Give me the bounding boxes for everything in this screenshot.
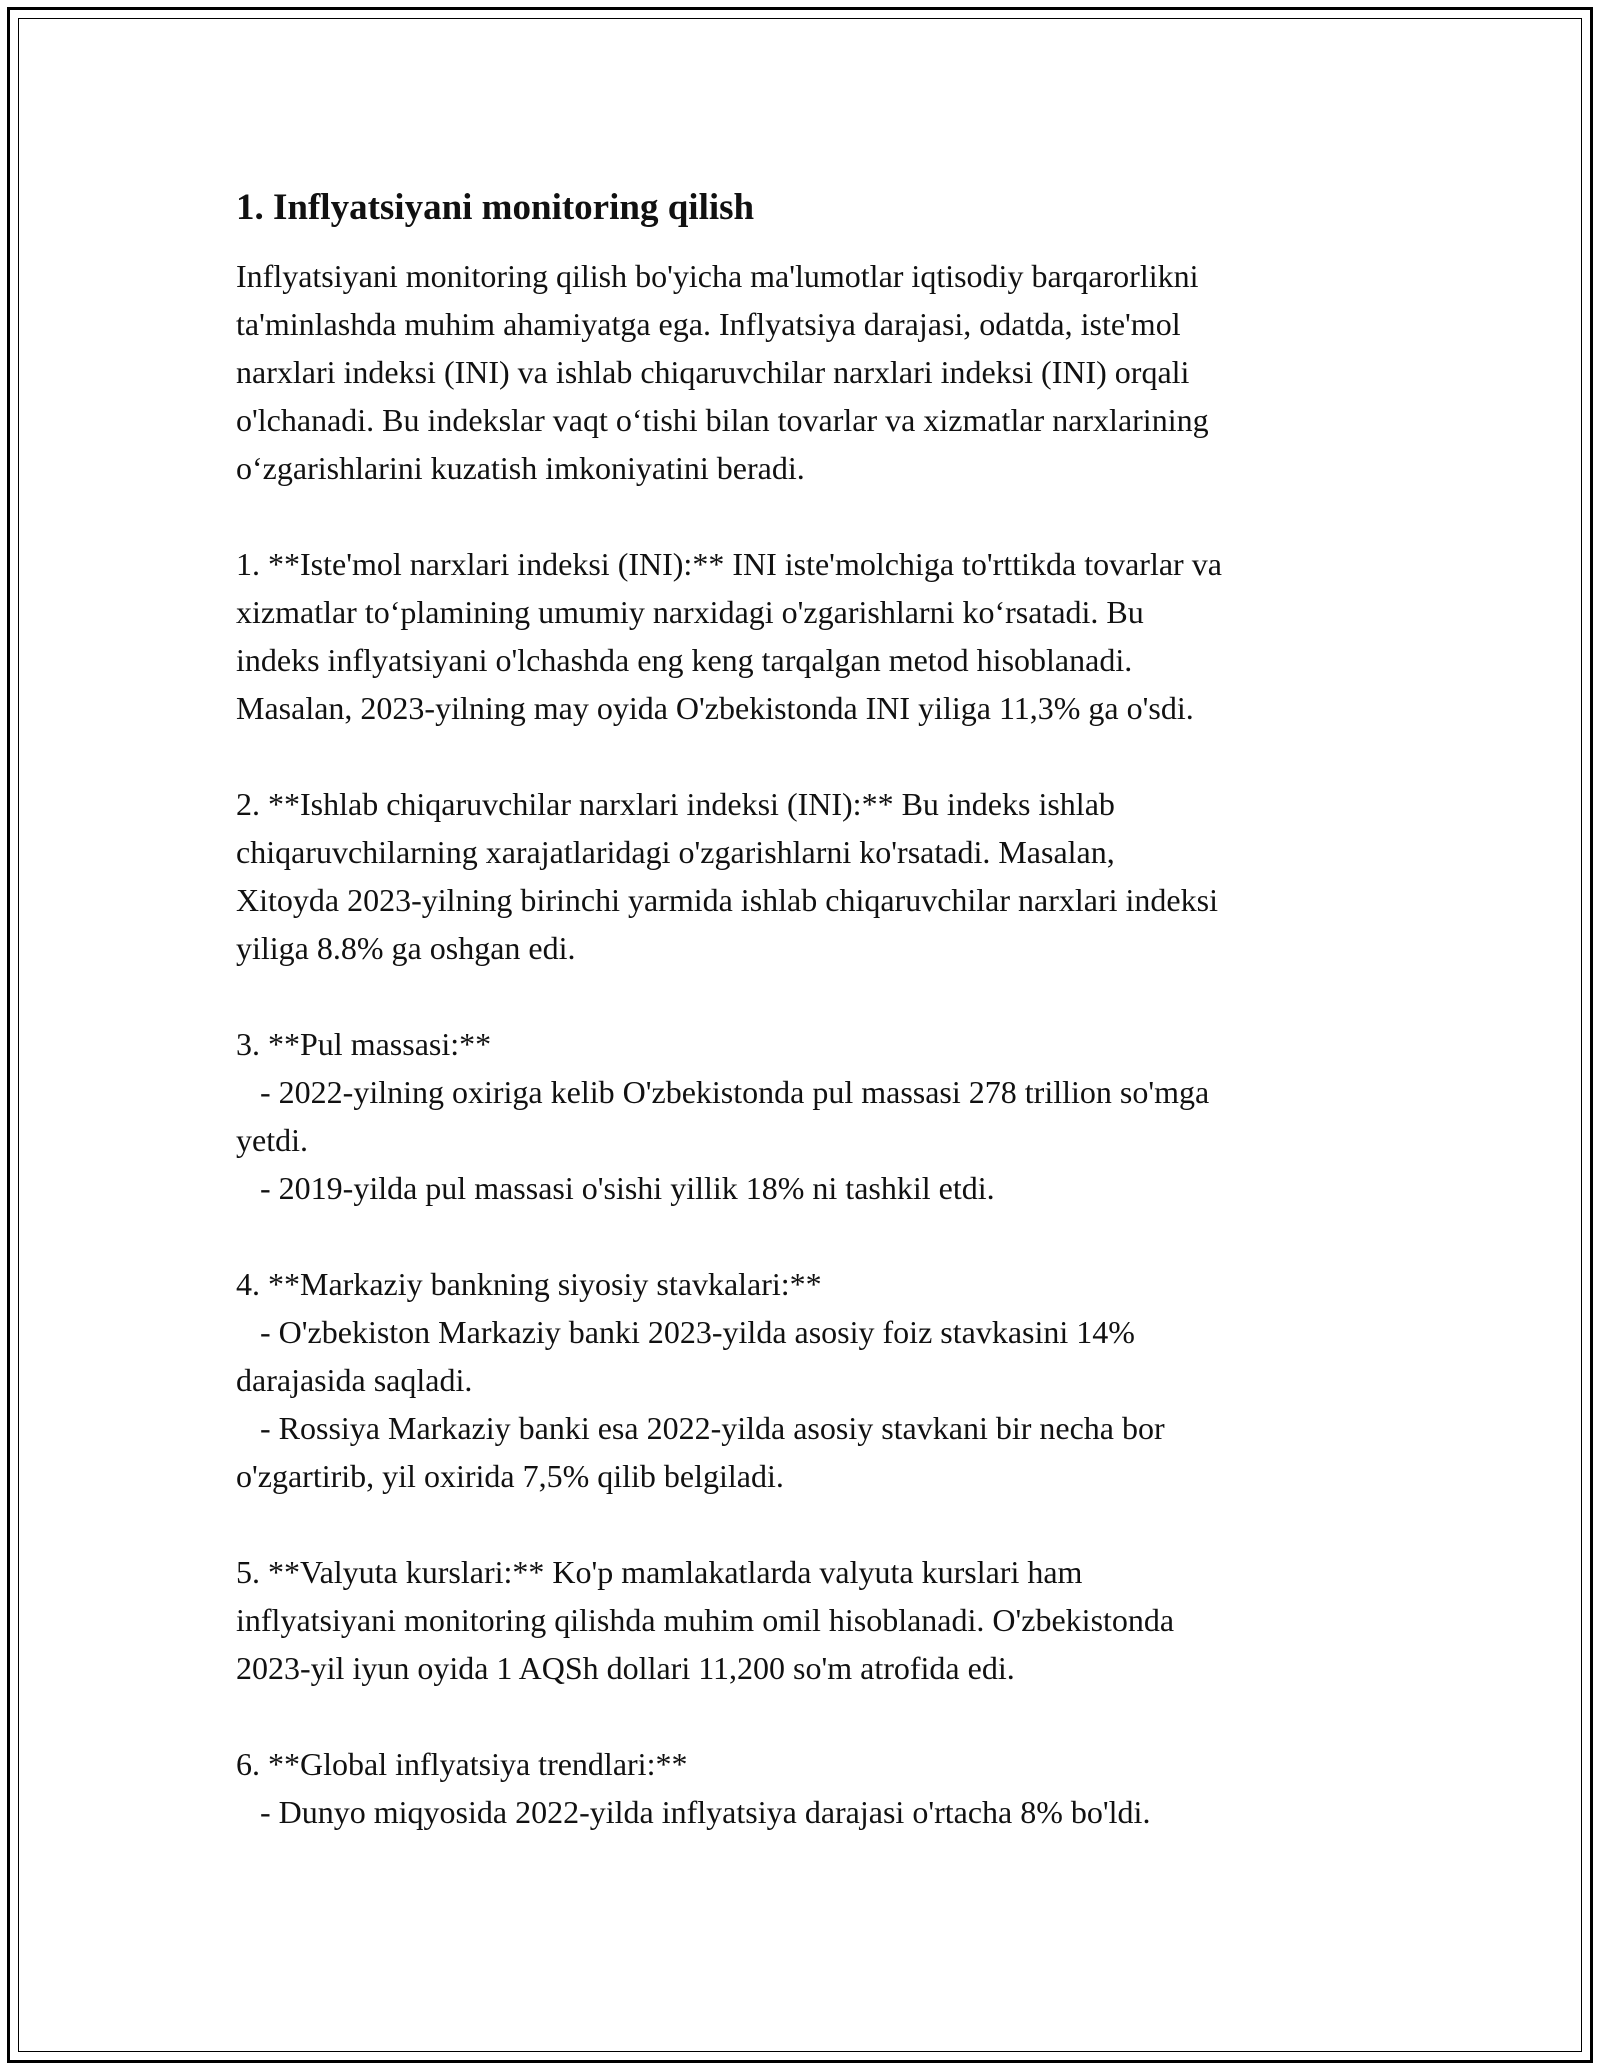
text-line: - 2019-yilda pul massasi o'sishi yillik 18% ni tashkil etdi. <box>236 1170 995 1206</box>
text-line: xizmatlar to‘plamining umumiy narxidagi o'zgarishlarni ko‘rsatadi. Bu <box>236 594 1144 630</box>
text-line: 2. **Ishlab chiqaruvchilar narxlari indeksi (INI):** Bu indeks ishlab <box>236 786 1115 822</box>
item-exchange-rates <box>236 1548 1376 1692</box>
text-line: Inflyatsiyani monitoring qilish bo'yicha ma'lumotlar iqtisodiy barqarorlikni <box>236 258 1199 294</box>
text-line: - 2022-yilning oxiriga kelib O'zbekistonda pul massasi 278 trillion so'mga <box>236 1074 1210 1110</box>
text-line: 1. **Iste'mol narxlari indeksi (INI):** INI iste'molchiga to'rttikda tovarlar va <box>236 546 1222 582</box>
text-line: 2023-yil iyun oyida 1 AQSh dollari 11,200 so'm atrofida edi. <box>236 1650 1015 1686</box>
text-line: narxlari indeksi (INI) va ishlab chiqaruvchilar narxlari indeksi (INI) orqali <box>236 354 1190 390</box>
item-money-supply <box>236 1020 1376 1212</box>
item-consumer-price-index <box>236 540 1376 732</box>
text-line: 4. **Markaziy bankning siyosiy stavkalari:** <box>236 1266 822 1302</box>
text-line: indeks inflyatsiyani o'lchashda eng keng tarqalgan metod hisoblanadi. <box>236 642 1133 678</box>
text-line: o'lchanadi. Bu indekslar vaqt o‘tishi bilan tovarlar va xizmatlar narxlarining <box>236 402 1209 438</box>
document-title: 1. Inflyatsiyani monitoring qilish <box>236 187 755 228</box>
text-line: 6. **Global inflyatsiya trendlari:** <box>236 1746 688 1782</box>
text-line: Masalan, 2023-yilning may oyida O'zbekistonda INI yiliga 11,3% ga o'sdi. <box>236 690 1194 726</box>
text-line: inflyatsiyani monitoring qilishda muhim omil hisoblanadi. O'zbekistonda <box>236 1602 1175 1638</box>
item-global-inflation-trends <box>236 1740 1376 1836</box>
text-line: chiqaruvchilarning xarajatlaridagi o'zgarishlarni ko'rsatadi. Masalan, <box>236 834 1115 870</box>
text-line: ta'minlashda muhim ahamiyatga ega. Inflyatsiya darajasi, odatda, iste'mol <box>236 306 1181 342</box>
text-line: Xitoyda 2023-yilning birinchi yarmida ishlab chiqaruvchilar narxlari indeksi <box>236 882 1218 918</box>
item-producer-price-index <box>236 780 1376 972</box>
document-body <box>236 184 1376 1884</box>
intro-paragraph <box>236 252 1376 492</box>
text-line: darajasida saqladi. <box>236 1362 473 1398</box>
text-line: - O'zbekiston Markaziy banki 2023-yilda asosiy foiz stavkasini 14% <box>236 1314 1135 1350</box>
text-line: - Rossiya Markaziy banki esa 2022-yilda asosiy stavkani bir necha bor <box>236 1410 1165 1446</box>
text-line: o‘zgarishlarini kuzatish imkoniyatini beradi. <box>236 450 805 486</box>
text-line: 5. **Valyuta kurslari:** Ko'p mamlakatlarda valyuta kurslari ham <box>236 1554 1083 1590</box>
text-line: yetdi. <box>236 1122 308 1158</box>
text-line: - Dunyo miqyosida 2022-yilda inflyatsiya darajasi o'rtacha 8% bo'ldi. <box>236 1794 1151 1830</box>
text-line: o'zgartirib, yil oxirida 7,5% qilib belgiladi. <box>236 1458 784 1494</box>
item-central-bank-rates <box>236 1260 1376 1500</box>
text-line: yiliga 8.8% ga oshgan edi. <box>236 930 576 966</box>
text-line: 3. **Pul massasi:** <box>236 1026 492 1062</box>
